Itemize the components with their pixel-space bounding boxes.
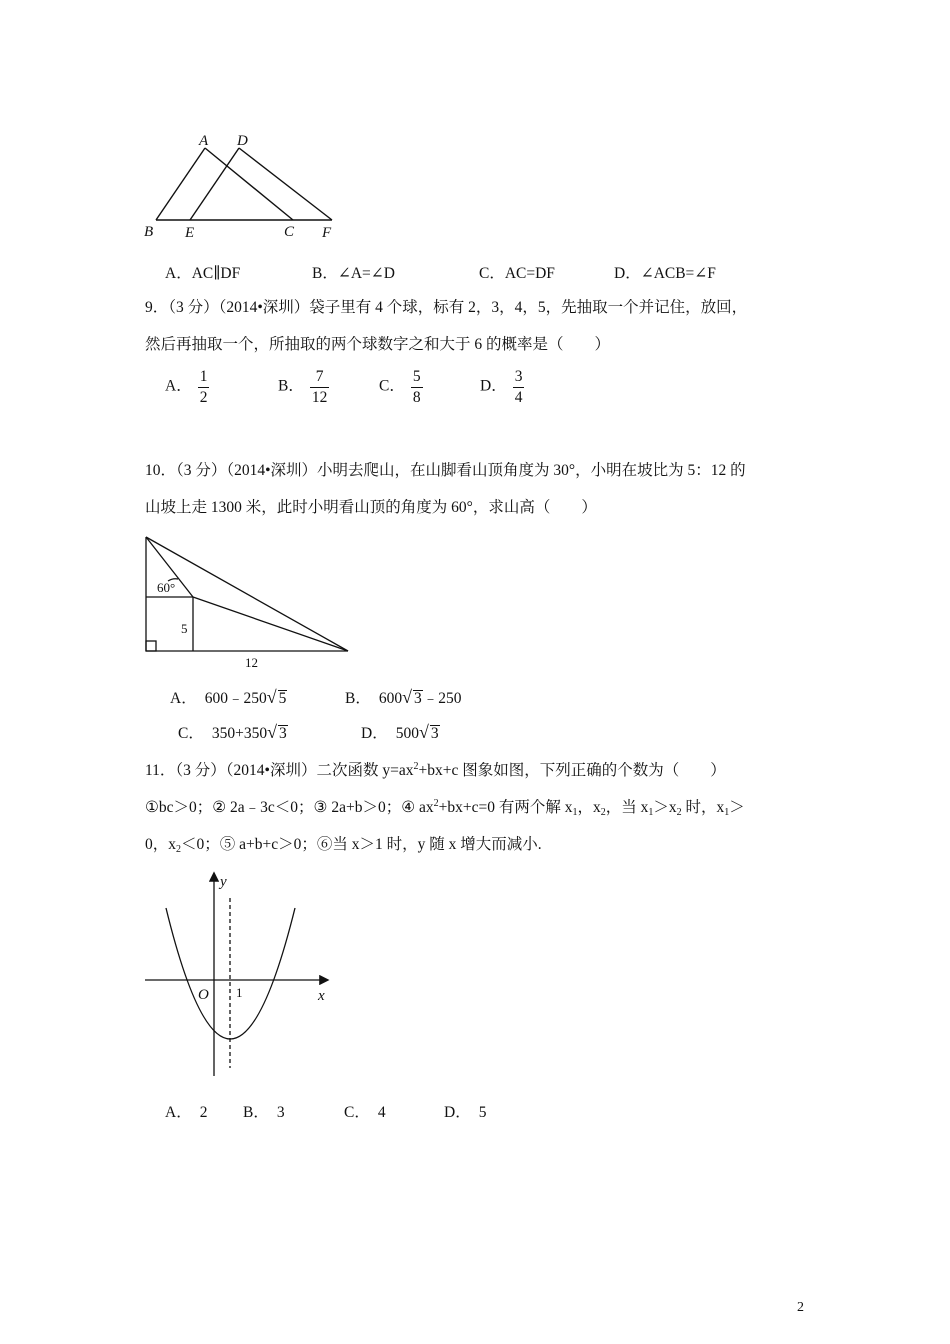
- page-number: 2: [797, 1300, 804, 1315]
- q10-option-d: D． 500√ 3: [361, 722, 439, 742]
- q9-option-c: C． $\frac{5}{8}$: [379, 368, 421, 406]
- q8-option-c: C．AC=DF: [479, 265, 555, 282]
- q10-option-b: B． 600√ 3﹣250: [345, 687, 462, 707]
- x-axis-label: x: [318, 988, 325, 1004]
- q11-option-a: A． 2: [165, 1104, 208, 1121]
- q8-option-d: D．∠ACB=∠F: [614, 265, 716, 282]
- tick-one-label: 1: [236, 985, 243, 1000]
- q11-option-b: B． 3: [243, 1104, 285, 1121]
- q10-stem-line2: 山坡上走 1300 米，此时小明看山顶的角度为 60°，求山高（ ）: [145, 499, 597, 516]
- q10-option-c: C． 350+350√ 3: [178, 722, 287, 742]
- q11-stem-line1: 11．（3 分）（2014•深圳）二次函数 $y=ax^2+bx+c$ 图象如图，下列正确的个数为（ ）: [145, 761, 726, 779]
- q9-stem-line1: 9．（3 分）（2014•深圳）袋子里有 4 个球，标有 2，3，4，5，先抽取一个并记住，放回，: [145, 299, 748, 316]
- label-b: B: [144, 224, 154, 240]
- origin-label: O: [198, 987, 209, 1003]
- label-e: E: [185, 225, 195, 241]
- q9-option-d: D． $\frac{3}{4}$: [480, 368, 523, 406]
- base-label: 12: [245, 655, 258, 670]
- q11-parabola-figure: [140, 866, 340, 1081]
- q8-option-b: B．∠A=∠D: [312, 265, 395, 282]
- label-f: F: [322, 225, 332, 241]
- q8-figure: [140, 128, 350, 246]
- q10-stem-line1: 10．（3 分）（2014•深圳）小明去爬山，在山脚看山顶角度为 30°，小明在坡比为 5：12 的: [145, 462, 746, 479]
- angle-label: 60°: [157, 580, 176, 595]
- q10-option-a: A． 600﹣250√ 5: [170, 687, 287, 707]
- label-d: D: [237, 133, 248, 149]
- side-label: 5: [181, 621, 188, 636]
- q8-option-a: A．AC∥DF: [165, 265, 241, 282]
- q11-stem-line2: ①bc＞0；② 2a﹣3c＜0；③ 2a+b＞0；④ $ax^2+bx+c=0$ 有两个解 $x_1$，$x_2$，当 $x_1>x_2$ 时，$x_1>$: [145, 798, 745, 818]
- y-axis-label: y: [220, 874, 227, 890]
- q9-stem-line2: 然后再抽取一个，所抽取的两个球数字之和大于 6 的概率是（ ）: [145, 336, 611, 353]
- q10-figure: [140, 532, 355, 672]
- label-a: A: [199, 133, 209, 149]
- q11-stem-line3: 0，$x_2<0$；⑤ a+b+c＞0；⑥当 x＞1 时，y 随 x 增大而减小.: [145, 836, 542, 855]
- q9-option-b: B． $\frac{7}{12}$: [278, 368, 328, 406]
- q11-option-c: C． 4: [344, 1104, 386, 1121]
- q9-option-a: A． $\frac{1}{2}$: [165, 368, 208, 406]
- label-c: C: [284, 224, 295, 240]
- q11-option-d: D． 5: [444, 1104, 487, 1121]
